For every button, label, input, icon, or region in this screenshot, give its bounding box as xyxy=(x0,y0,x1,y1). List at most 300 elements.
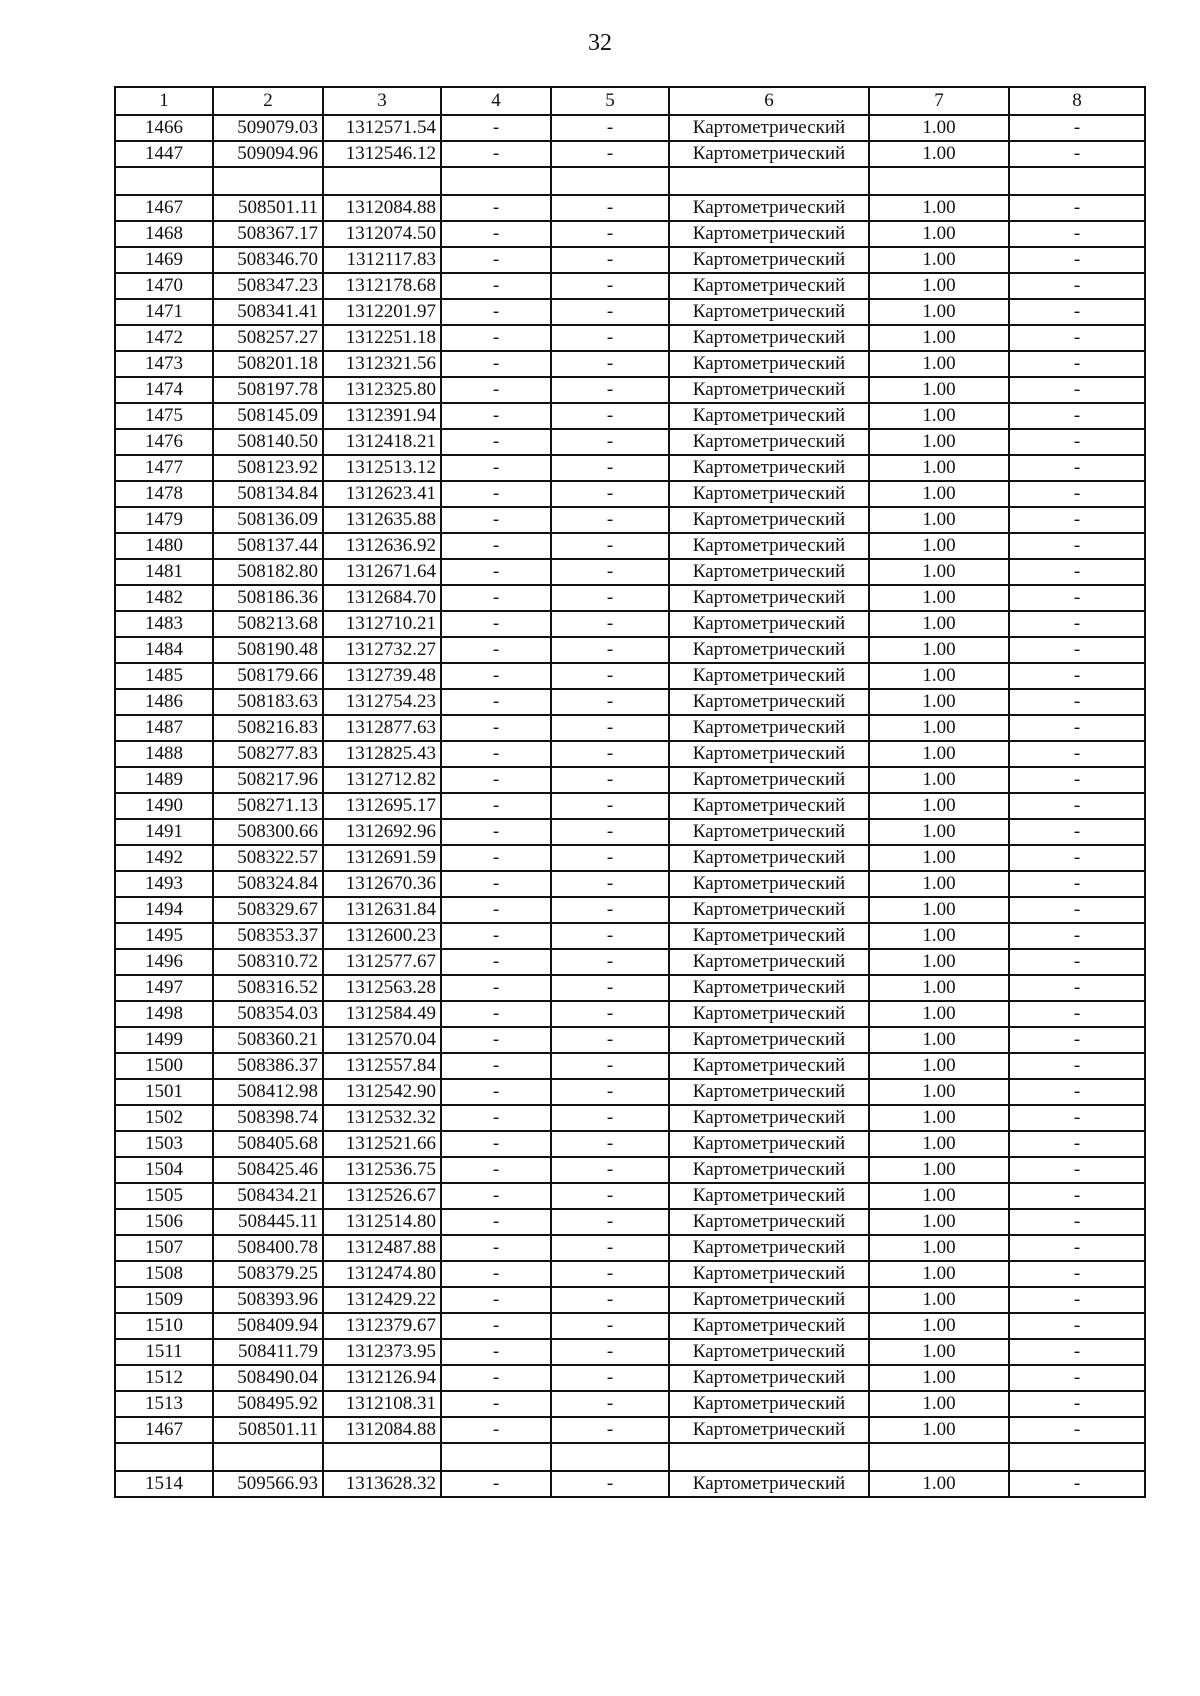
table-cell: 509094.96 xyxy=(213,141,323,167)
table-cell: 508257.27 xyxy=(213,325,323,351)
table-cell: - xyxy=(551,1417,669,1443)
table-cell: 509079.03 xyxy=(213,115,323,141)
table-cell: 1487 xyxy=(115,715,213,741)
table-cell xyxy=(551,1443,669,1471)
table-row xyxy=(115,377,1145,403)
table-cell: - xyxy=(441,481,551,507)
table-cell: - xyxy=(441,1417,551,1443)
table-cell: Картометрический xyxy=(669,1001,869,1027)
table-cell: Картометрический xyxy=(669,1339,869,1365)
table-cell: 1488 xyxy=(115,741,213,767)
table-cell: 1.00 xyxy=(869,845,1009,871)
table-cell: 1.00 xyxy=(869,247,1009,273)
table-cell: - xyxy=(551,689,669,715)
table-cell: - xyxy=(441,845,551,871)
table-cell: Картометрический xyxy=(669,1471,869,1497)
table-cell: Картометрический xyxy=(669,1391,869,1417)
table-cell: - xyxy=(1009,115,1145,141)
table-cell: 1499 xyxy=(115,1027,213,1053)
column-header: 1 xyxy=(115,87,213,115)
table-cell: - xyxy=(441,1287,551,1313)
column-header: 7 xyxy=(869,87,1009,115)
table-cell: 1312712.82 xyxy=(323,767,441,793)
table-cell: - xyxy=(441,1027,551,1053)
table-cell: 1.00 xyxy=(869,403,1009,429)
table-cell: - xyxy=(551,793,669,819)
table-cell: Картометрический xyxy=(669,1053,869,1079)
table-cell: - xyxy=(1009,1157,1145,1183)
table-cell: - xyxy=(1009,819,1145,845)
table-row xyxy=(115,455,1145,481)
table-cell: Картометрический xyxy=(669,1417,869,1443)
table-row xyxy=(115,1131,1145,1157)
table-cell xyxy=(1009,1443,1145,1471)
table-cell: 508353.37 xyxy=(213,923,323,949)
table-cell: Картометрический xyxy=(669,1209,869,1235)
table-cell: 1.00 xyxy=(869,507,1009,533)
column-header: 3 xyxy=(323,87,441,115)
table-cell: 508346.70 xyxy=(213,247,323,273)
table-cell: - xyxy=(1009,195,1145,221)
table-cell: 508490.04 xyxy=(213,1365,323,1391)
table-cell: 1312563.28 xyxy=(323,975,441,1001)
table-cell: 1492 xyxy=(115,845,213,871)
table-cell: - xyxy=(551,377,669,403)
table-cell: - xyxy=(1009,141,1145,167)
table-cell: 1500 xyxy=(115,1053,213,1079)
table-cell: - xyxy=(441,247,551,273)
table-cell: 508134.84 xyxy=(213,481,323,507)
table-cell: 508501.11 xyxy=(213,195,323,221)
table-cell: Картометрический xyxy=(669,1105,869,1131)
table-cell: Картометрический xyxy=(669,1261,869,1287)
table-cell: 1312684.70 xyxy=(323,585,441,611)
table-cell: - xyxy=(1009,273,1145,299)
table-cell: 1502 xyxy=(115,1105,213,1131)
table-cell: - xyxy=(1009,845,1145,871)
table-cell: - xyxy=(441,559,551,585)
table-cell xyxy=(441,1443,551,1471)
table-cell: Картометрический xyxy=(669,247,869,273)
table-cell: 1.00 xyxy=(869,1365,1009,1391)
table-cell: 508409.94 xyxy=(213,1313,323,1339)
table-cell: 1473 xyxy=(115,351,213,377)
table-cell: 1.00 xyxy=(869,1261,1009,1287)
column-header: 8 xyxy=(1009,87,1145,115)
table-row xyxy=(115,819,1145,845)
table-cell: 508186.36 xyxy=(213,585,323,611)
table-cell: - xyxy=(551,1365,669,1391)
table-cell: 1312513.12 xyxy=(323,455,441,481)
table-cell: Картометрический xyxy=(669,689,869,715)
table-row xyxy=(115,923,1145,949)
table-cell: - xyxy=(551,247,669,273)
table-cell: - xyxy=(1009,1261,1145,1287)
table-cell: - xyxy=(551,1391,669,1417)
table-cell: - xyxy=(441,1313,551,1339)
coordinates-table xyxy=(114,86,1146,1498)
table-cell: - xyxy=(441,1183,551,1209)
table-cell: 1508 xyxy=(115,1261,213,1287)
table-row xyxy=(115,715,1145,741)
table-cell: - xyxy=(551,1105,669,1131)
table-cell: - xyxy=(551,141,669,167)
table-cell: 1312418.21 xyxy=(323,429,441,455)
table-cell: - xyxy=(1009,715,1145,741)
table-cell: 1.00 xyxy=(869,949,1009,975)
table-cell xyxy=(323,1443,441,1471)
table-cell: - xyxy=(1009,325,1145,351)
table-cell: 508434.21 xyxy=(213,1183,323,1209)
table-cell: 1.00 xyxy=(869,299,1009,325)
table-cell: - xyxy=(551,637,669,663)
table-row xyxy=(115,1365,1145,1391)
table-cell: Картометрический xyxy=(669,403,869,429)
table-cell: - xyxy=(1009,377,1145,403)
table-cell: 1313628.32 xyxy=(323,1471,441,1497)
table-cell: 1484 xyxy=(115,637,213,663)
table-row xyxy=(115,793,1145,819)
table-cell xyxy=(869,1443,1009,1471)
table-cell: Картометрический xyxy=(669,429,869,455)
table-cell: 508140.50 xyxy=(213,429,323,455)
table-cell: - xyxy=(551,949,669,975)
table-row xyxy=(115,403,1145,429)
table-cell: - xyxy=(551,115,669,141)
table-cell: - xyxy=(1009,1001,1145,1027)
table-cell: - xyxy=(1009,1365,1145,1391)
table-cell: - xyxy=(551,819,669,845)
table-row xyxy=(115,1157,1145,1183)
table-cell: 1.00 xyxy=(869,533,1009,559)
table-cell: 1312084.88 xyxy=(323,195,441,221)
table-cell: - xyxy=(551,1313,669,1339)
table-cell: 509566.93 xyxy=(213,1471,323,1497)
table-cell: - xyxy=(1009,585,1145,611)
table-cell: - xyxy=(551,273,669,299)
table-cell: 1.00 xyxy=(869,481,1009,507)
table-row xyxy=(115,1287,1145,1313)
table-row xyxy=(115,585,1145,611)
table-cell: - xyxy=(1009,481,1145,507)
table-cell: - xyxy=(551,1079,669,1105)
table-cell: 1467 xyxy=(115,195,213,221)
table-cell: - xyxy=(1009,741,1145,767)
table-cell: - xyxy=(441,897,551,923)
table-cell: 1312474.80 xyxy=(323,1261,441,1287)
table-cell: 1312739.48 xyxy=(323,663,441,689)
column-header: 4 xyxy=(441,87,551,115)
table-cell: - xyxy=(441,403,551,429)
table-cell: - xyxy=(551,1339,669,1365)
table-cell: - xyxy=(551,585,669,611)
table-cell: 508412.98 xyxy=(213,1079,323,1105)
table-cell: 508379.25 xyxy=(213,1261,323,1287)
table-cell: - xyxy=(441,141,551,167)
table-cell: - xyxy=(1009,299,1145,325)
table-cell: - xyxy=(1009,689,1145,715)
table-cell: - xyxy=(551,1287,669,1313)
table-cell: 1312584.49 xyxy=(323,1001,441,1027)
table-cell: 1.00 xyxy=(869,1001,1009,1027)
table-cell: Картометрический xyxy=(669,455,869,481)
table-row xyxy=(115,975,1145,1001)
table-cell xyxy=(441,167,551,195)
table-cell: - xyxy=(1009,1053,1145,1079)
table-cell: Картометрический xyxy=(669,1365,869,1391)
table-cell: 508398.74 xyxy=(213,1105,323,1131)
table-cell: 508201.18 xyxy=(213,351,323,377)
table-cell: 1312692.96 xyxy=(323,819,441,845)
table-cell: - xyxy=(441,455,551,481)
table-cell: - xyxy=(1009,1079,1145,1105)
table-cell: 1475 xyxy=(115,403,213,429)
table-cell: - xyxy=(1009,1183,1145,1209)
table-cell: 1312754.23 xyxy=(323,689,441,715)
table-cell xyxy=(551,167,669,195)
table-cell: 508217.96 xyxy=(213,767,323,793)
table-cell: 1490 xyxy=(115,793,213,819)
table-cell: 1.00 xyxy=(869,273,1009,299)
table-cell: 508347.23 xyxy=(213,273,323,299)
table-cell: - xyxy=(441,871,551,897)
table-cell: 508271.13 xyxy=(213,793,323,819)
table-cell: 508216.83 xyxy=(213,715,323,741)
table-cell: - xyxy=(441,1079,551,1105)
table-cell: Картометрический xyxy=(669,377,869,403)
table-cell: 1479 xyxy=(115,507,213,533)
table-cell: 1312074.50 xyxy=(323,221,441,247)
table-cell xyxy=(669,167,869,195)
table-cell: - xyxy=(441,195,551,221)
table-cell: - xyxy=(1009,949,1145,975)
table-cell: - xyxy=(551,299,669,325)
table-cell: 1312178.68 xyxy=(323,273,441,299)
table-cell: - xyxy=(1009,1105,1145,1131)
table-cell: 1.00 xyxy=(869,1079,1009,1105)
table-cell: - xyxy=(441,767,551,793)
table-cell: 1481 xyxy=(115,559,213,585)
table-cell: 1.00 xyxy=(869,221,1009,247)
table-cell: - xyxy=(1009,1235,1145,1261)
table-cell: - xyxy=(551,481,669,507)
table-cell: 1510 xyxy=(115,1313,213,1339)
table-cell xyxy=(213,167,323,195)
table-cell: 508322.57 xyxy=(213,845,323,871)
table-row xyxy=(115,1209,1145,1235)
table-cell xyxy=(869,167,1009,195)
table-cell: - xyxy=(1009,533,1145,559)
table-cell xyxy=(669,1443,869,1471)
table-row xyxy=(115,481,1145,507)
table-cell: 1.00 xyxy=(869,559,1009,585)
table-cell: 1312636.92 xyxy=(323,533,441,559)
table-cell: 1312600.23 xyxy=(323,923,441,949)
table-cell: - xyxy=(551,1183,669,1209)
table-cell: - xyxy=(441,325,551,351)
table-cell: Картометрический xyxy=(669,741,869,767)
table-cell: 1.00 xyxy=(869,1235,1009,1261)
table-cell: - xyxy=(551,195,669,221)
table-cell: 1312391.94 xyxy=(323,403,441,429)
table-cell: 1312570.04 xyxy=(323,1027,441,1053)
table-row xyxy=(115,195,1145,221)
table-cell: 1466 xyxy=(115,115,213,141)
table-cell: 508179.66 xyxy=(213,663,323,689)
table-cell: 1312631.84 xyxy=(323,897,441,923)
table-cell: - xyxy=(1009,221,1145,247)
table-row xyxy=(115,273,1145,299)
table-cell: 1498 xyxy=(115,1001,213,1027)
table-cell: 1513 xyxy=(115,1391,213,1417)
table-cell: 1474 xyxy=(115,377,213,403)
table-cell: 1312321.56 xyxy=(323,351,441,377)
table-row xyxy=(115,1339,1145,1365)
table-cell: - xyxy=(1009,1339,1145,1365)
table-cell: Картометрический xyxy=(669,299,869,325)
table-cell: 1471 xyxy=(115,299,213,325)
table-cell: 1497 xyxy=(115,975,213,1001)
table-cell: 1503 xyxy=(115,1131,213,1157)
table-row xyxy=(115,611,1145,637)
table-cell: 1.00 xyxy=(869,1287,1009,1313)
table-cell: 1.00 xyxy=(869,1417,1009,1443)
table-cell: 1312710.21 xyxy=(323,611,441,637)
table-cell: 1.00 xyxy=(869,1183,1009,1209)
table-cell: 1312877.63 xyxy=(323,715,441,741)
column-header: 6 xyxy=(669,87,869,115)
table-cell: 1506 xyxy=(115,1209,213,1235)
table-row xyxy=(115,167,1145,195)
table-row xyxy=(115,949,1145,975)
table-cell: 1.00 xyxy=(869,897,1009,923)
table-cell: - xyxy=(441,1339,551,1365)
table-cell: - xyxy=(1009,1313,1145,1339)
table-cell: Картометрический xyxy=(669,715,869,741)
table-cell: 1495 xyxy=(115,923,213,949)
table-cell: 1.00 xyxy=(869,741,1009,767)
table-cell: - xyxy=(551,533,669,559)
table-cell: 1312126.94 xyxy=(323,1365,441,1391)
table-cell: Картометрический xyxy=(669,975,869,1001)
table-cell: 1312695.17 xyxy=(323,793,441,819)
table-cell: 508190.48 xyxy=(213,637,323,663)
table-cell: - xyxy=(441,429,551,455)
table-row xyxy=(115,325,1145,351)
table-cell: 1312577.67 xyxy=(323,949,441,975)
table-cell: 508405.68 xyxy=(213,1131,323,1157)
table-cell: - xyxy=(441,115,551,141)
table-cell: - xyxy=(551,975,669,1001)
table-row xyxy=(115,871,1145,897)
table-cell: - xyxy=(1009,871,1145,897)
table-cell xyxy=(323,167,441,195)
table-cell: - xyxy=(441,1209,551,1235)
table-cell: 1.00 xyxy=(869,1131,1009,1157)
table-cell: Картометрический xyxy=(669,923,869,949)
table-cell: - xyxy=(441,273,551,299)
table-cell: 1.00 xyxy=(869,195,1009,221)
table-cell: 508425.46 xyxy=(213,1157,323,1183)
table-cell: 1483 xyxy=(115,611,213,637)
table-cell: 1312429.22 xyxy=(323,1287,441,1313)
table-cell: - xyxy=(551,663,669,689)
table-cell: - xyxy=(441,1105,551,1131)
table-cell: 1.00 xyxy=(869,1339,1009,1365)
table-cell: 508137.44 xyxy=(213,533,323,559)
table-cell: - xyxy=(441,1235,551,1261)
table-cell: - xyxy=(1009,1471,1145,1497)
table-cell: 1312325.80 xyxy=(323,377,441,403)
table-cell: Картометрический xyxy=(669,1313,869,1339)
table-row xyxy=(115,1027,1145,1053)
table-cell: 1312635.88 xyxy=(323,507,441,533)
table-cell xyxy=(213,1443,323,1471)
column-header: 5 xyxy=(551,87,669,115)
table-cell: - xyxy=(551,403,669,429)
table-cell: 1312691.59 xyxy=(323,845,441,871)
table-cell: 1507 xyxy=(115,1235,213,1261)
table-cell: 1468 xyxy=(115,221,213,247)
table-cell: 1312201.97 xyxy=(323,299,441,325)
table-row xyxy=(115,1235,1145,1261)
table-cell xyxy=(115,167,213,195)
table-cell: Картометрический xyxy=(669,1079,869,1105)
table-cell: Картометрический xyxy=(669,481,869,507)
table-cell: - xyxy=(551,1235,669,1261)
table-cell: 1482 xyxy=(115,585,213,611)
table-cell: 1.00 xyxy=(869,351,1009,377)
table-cell: 1.00 xyxy=(869,1027,1009,1053)
table-cell: - xyxy=(441,819,551,845)
table-cell: Картометрический xyxy=(669,871,869,897)
table-cell: 1312825.43 xyxy=(323,741,441,767)
table-body xyxy=(115,115,1145,1497)
table-cell: 1467 xyxy=(115,1417,213,1443)
table-cell: 1.00 xyxy=(869,923,1009,949)
table-cell: - xyxy=(1009,507,1145,533)
table-cell: - xyxy=(1009,975,1145,1001)
table-cell: - xyxy=(551,767,669,793)
table-cell: 1476 xyxy=(115,429,213,455)
table-row xyxy=(115,141,1145,167)
table-row xyxy=(115,1183,1145,1209)
table-cell: - xyxy=(1009,611,1145,637)
table-cell: - xyxy=(1009,429,1145,455)
page-number: 32 xyxy=(588,30,612,56)
table-cell: 508316.52 xyxy=(213,975,323,1001)
table-cell: Картометрический xyxy=(669,115,869,141)
table-row xyxy=(115,845,1145,871)
table-cell: - xyxy=(551,871,669,897)
table-cell: - xyxy=(1009,247,1145,273)
table-row xyxy=(115,1313,1145,1339)
table-cell: - xyxy=(551,1157,669,1183)
table-cell: 1472 xyxy=(115,325,213,351)
table-cell: 1470 xyxy=(115,273,213,299)
table-cell: 1312536.75 xyxy=(323,1157,441,1183)
table-cell: - xyxy=(441,637,551,663)
table-cell: - xyxy=(1009,559,1145,585)
table-cell: 508360.21 xyxy=(213,1027,323,1053)
table-cell: - xyxy=(551,897,669,923)
table-cell: - xyxy=(1009,793,1145,819)
table-cell: - xyxy=(551,611,669,637)
table-cell: - xyxy=(551,1131,669,1157)
table-cell: 1.00 xyxy=(869,767,1009,793)
table-row xyxy=(115,1443,1145,1471)
table-row xyxy=(115,299,1145,325)
